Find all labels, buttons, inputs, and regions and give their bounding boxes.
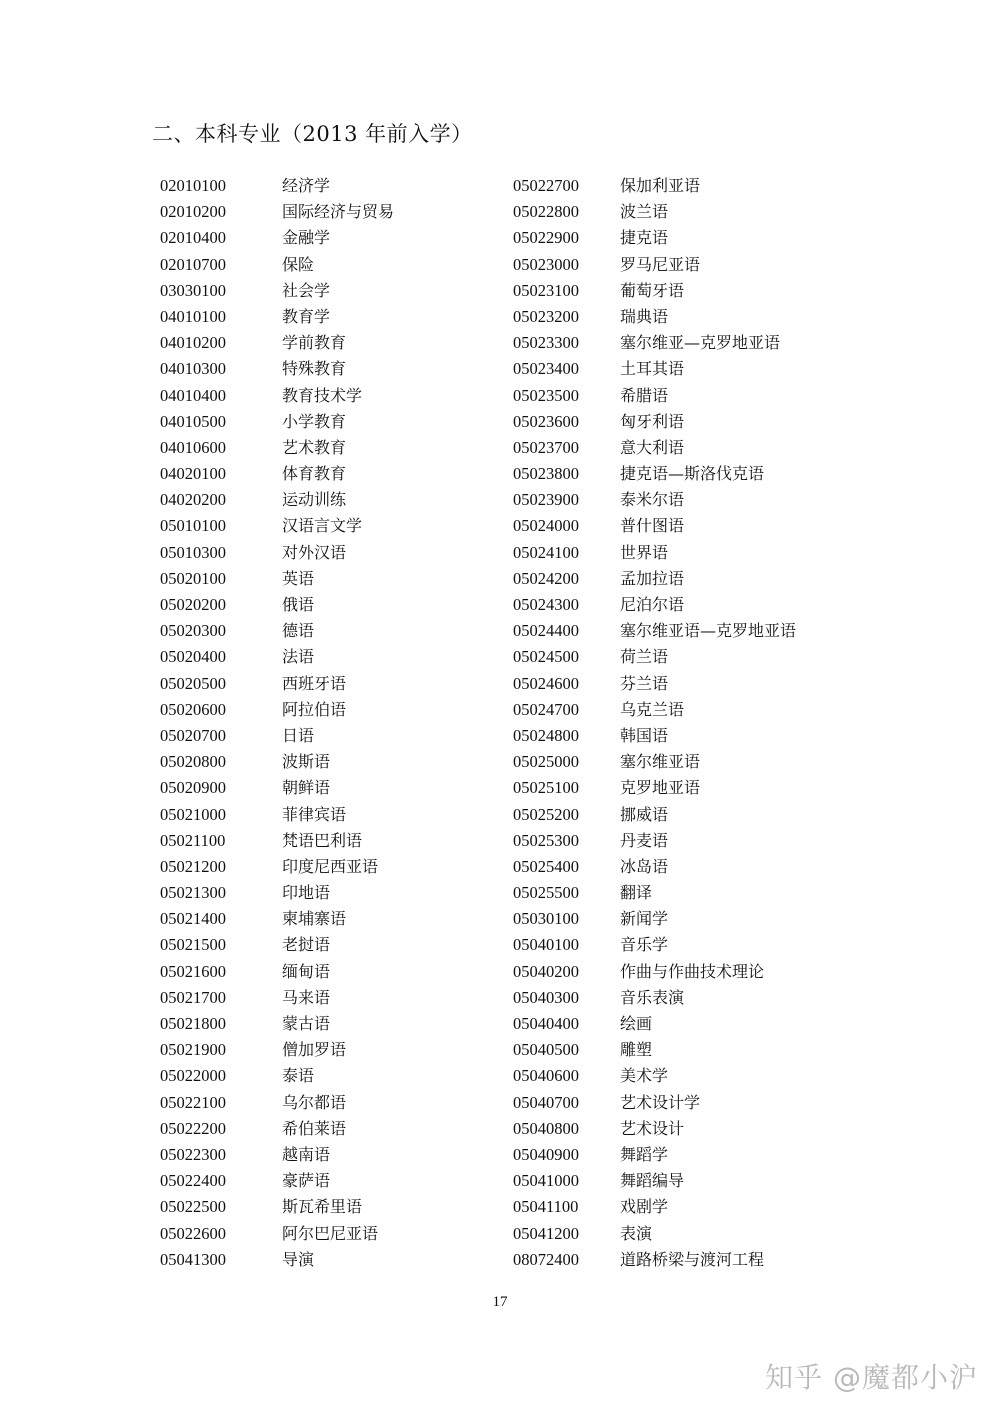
major-name: 塞尔维亚语 xyxy=(620,752,701,772)
major-name: 雕塑 xyxy=(620,1040,653,1060)
major-row xyxy=(513,828,893,854)
major-row xyxy=(160,697,540,723)
major-code: 05025300 xyxy=(513,830,579,850)
major-name: 梵语巴利语 xyxy=(282,830,363,850)
major-name: 世界语 xyxy=(620,542,669,562)
major-name: 塞尔维亚语—克罗地亚语 xyxy=(620,621,797,641)
major-code: 05021000 xyxy=(160,804,226,824)
major-code: 08072400 xyxy=(513,1249,579,1269)
page-number: 17 xyxy=(492,1294,508,1310)
major-code: 05023200 xyxy=(513,306,579,326)
major-code: 05024100 xyxy=(513,542,579,562)
major-code: 05025100 xyxy=(513,778,579,798)
major-code: 05041100 xyxy=(513,1197,579,1217)
major-name: 道路桥梁与渡河工程 xyxy=(620,1249,765,1269)
major-code: 05041000 xyxy=(513,1171,579,1191)
major-row xyxy=(513,540,893,566)
major-code: 04020100 xyxy=(160,464,226,484)
major-row xyxy=(160,906,540,932)
major-name: 社会学 xyxy=(282,280,331,300)
major-row xyxy=(160,828,540,854)
major-code: 02010100 xyxy=(160,176,226,195)
major-row xyxy=(513,618,893,644)
major-row xyxy=(160,409,540,435)
major-name: 作曲与作曲技术理论 xyxy=(620,961,765,981)
major-code: 05022900 xyxy=(513,228,579,248)
major-row xyxy=(160,278,540,304)
major-code: 05022700 xyxy=(513,176,579,195)
major-row xyxy=(513,932,893,958)
major-row xyxy=(513,173,893,199)
major-row xyxy=(160,383,540,409)
major-name: 冰岛语 xyxy=(620,856,669,876)
major-name: 希伯莱语 xyxy=(282,1118,347,1138)
major-name: 泰语 xyxy=(282,1066,315,1086)
major-row xyxy=(513,225,893,251)
major-name: 印度尼西亚语 xyxy=(282,856,379,876)
major-row xyxy=(160,304,540,330)
major-code: 05040900 xyxy=(513,1144,579,1164)
major-name: 孟加拉语 xyxy=(620,568,685,588)
major-code: 05023700 xyxy=(513,437,579,457)
major-name: 捷克语—斯洛伐克语 xyxy=(620,464,765,484)
major-name: 汉语言文学 xyxy=(282,516,363,536)
major-code: 04010200 xyxy=(160,333,226,353)
major-row xyxy=(160,330,540,356)
major-row xyxy=(160,487,540,513)
major-row xyxy=(160,540,540,566)
major-name: 斯瓦希里语 xyxy=(282,1197,363,1217)
major-name: 朝鲜语 xyxy=(282,778,331,798)
major-name: 金融学 xyxy=(282,228,331,248)
major-code: 05024000 xyxy=(513,516,579,536)
major-row xyxy=(160,723,540,749)
major-row xyxy=(513,383,893,409)
major-name: 阿尔巴尼亚语 xyxy=(282,1223,379,1243)
major-name: 波斯语 xyxy=(282,752,331,772)
major-name: 保险 xyxy=(282,254,315,274)
major-code: 05023600 xyxy=(513,411,579,431)
major-code: 05021700 xyxy=(160,987,226,1007)
major-name: 导演 xyxy=(282,1249,315,1269)
major-name: 豪萨语 xyxy=(282,1171,331,1191)
major-row xyxy=(160,252,540,278)
major-name: 艺术设计 xyxy=(620,1118,685,1138)
major-row xyxy=(513,513,893,539)
major-row xyxy=(160,356,540,382)
major-row xyxy=(160,1090,540,1116)
major-row xyxy=(513,356,893,382)
major-name: 绘画 xyxy=(620,1014,653,1033)
major-row xyxy=(160,880,540,906)
major-name: 挪威语 xyxy=(620,804,669,824)
major-code: 05020800 xyxy=(160,752,226,772)
major-row xyxy=(513,330,893,356)
major-code: 02010200 xyxy=(160,202,226,222)
major-name: 运动训练 xyxy=(282,490,347,510)
major-code: 04010300 xyxy=(160,359,226,379)
major-name: 越南语 xyxy=(282,1144,331,1164)
major-name: 学前教育 xyxy=(282,333,347,353)
major-code: 05041300 xyxy=(160,1249,226,1269)
major-code: 04020200 xyxy=(160,490,226,510)
major-code: 05022300 xyxy=(160,1144,226,1164)
major-row xyxy=(513,723,893,749)
major-code: 05021600 xyxy=(160,961,226,981)
major-code: 05020400 xyxy=(160,647,226,667)
major-name: 教育学 xyxy=(282,306,331,326)
major-name: 表演 xyxy=(620,1223,653,1243)
major-code: 05023800 xyxy=(513,464,579,484)
major-row xyxy=(513,199,893,225)
major-row xyxy=(160,1011,540,1037)
major-code: 04010400 xyxy=(160,385,226,405)
major-row xyxy=(160,173,540,199)
major-code: 05021400 xyxy=(160,909,226,929)
major-row xyxy=(513,1247,893,1273)
major-code: 04010500 xyxy=(160,411,226,431)
major-name: 捷克语 xyxy=(620,228,669,248)
major-code: 05020600 xyxy=(160,699,226,719)
major-row xyxy=(513,435,893,461)
major-row xyxy=(513,1037,893,1063)
major-row xyxy=(160,1063,540,1089)
major-row xyxy=(160,854,540,880)
major-name: 戏剧学 xyxy=(620,1197,669,1217)
major-code: 05040600 xyxy=(513,1066,579,1086)
major-name: 俄语 xyxy=(282,595,315,614)
major-name: 新闻学 xyxy=(620,909,669,929)
major-name: 波兰语 xyxy=(620,202,669,222)
major-code: 05024800 xyxy=(513,725,579,745)
major-name: 意大利语 xyxy=(620,437,685,457)
major-name: 塞尔维亚—克罗地亚语 xyxy=(620,333,781,353)
major-code: 05024600 xyxy=(513,673,579,693)
major-code: 05020500 xyxy=(160,673,226,693)
major-code: 05020100 xyxy=(160,568,226,588)
major-code: 05025500 xyxy=(513,883,579,903)
major-name: 土耳其语 xyxy=(620,359,685,379)
major-row xyxy=(160,513,540,539)
major-row xyxy=(513,775,893,801)
major-row xyxy=(160,618,540,644)
major-row xyxy=(513,461,893,487)
major-code: 05023000 xyxy=(513,254,579,274)
major-row xyxy=(160,775,540,801)
major-row xyxy=(160,802,540,828)
major-name: 芬兰语 xyxy=(620,673,669,693)
major-row xyxy=(160,566,540,592)
major-code: 03030100 xyxy=(160,280,226,300)
major-code: 05020700 xyxy=(160,725,226,745)
major-code: 05021300 xyxy=(160,883,226,903)
major-name: 老挝语 xyxy=(282,935,331,955)
major-row xyxy=(160,959,540,985)
major-code: 05023300 xyxy=(513,333,579,353)
major-name: 舞蹈编导 xyxy=(620,1171,685,1191)
major-row xyxy=(513,671,893,697)
major-code: 04010600 xyxy=(160,437,226,457)
major-name: 音乐学 xyxy=(620,935,669,955)
major-code: 05040800 xyxy=(513,1118,579,1138)
section-heading: 二、本科专业（2013 年前入学） xyxy=(152,122,473,146)
major-row xyxy=(513,644,893,670)
major-name: 克罗地亚语 xyxy=(620,778,701,798)
major-name: 普什图语 xyxy=(620,516,685,536)
major-code: 05010300 xyxy=(160,542,226,562)
major-row xyxy=(513,1168,893,1194)
major-code: 05024700 xyxy=(513,699,579,719)
major-code: 02010700 xyxy=(160,254,226,274)
major-row xyxy=(513,985,893,1011)
major-name: 舞蹈学 xyxy=(620,1144,669,1164)
major-code: 05022500 xyxy=(160,1197,226,1217)
major-code: 05023900 xyxy=(513,490,579,510)
major-name: 僧加罗语 xyxy=(282,1040,347,1060)
major-row xyxy=(160,199,540,225)
major-code: 05023500 xyxy=(513,385,579,405)
major-code: 05020900 xyxy=(160,778,226,798)
major-name: 乌尔都语 xyxy=(282,1092,347,1112)
major-code: 05021500 xyxy=(160,935,226,955)
major-code: 05024200 xyxy=(513,568,579,588)
major-code: 05040300 xyxy=(513,987,579,1007)
major-code: 05022000 xyxy=(160,1066,226,1086)
major-code: 05024300 xyxy=(513,595,579,614)
major-code: 05020300 xyxy=(160,621,226,641)
major-code: 05025000 xyxy=(513,752,579,772)
major-code: 05025200 xyxy=(513,804,579,824)
major-name: 保加利亚语 xyxy=(620,176,701,195)
major-code: 05021200 xyxy=(160,856,226,876)
major-name: 翻译 xyxy=(620,883,653,903)
major-name: 丹麦语 xyxy=(620,830,669,850)
major-row xyxy=(160,1247,540,1273)
major-code: 05021900 xyxy=(160,1040,226,1060)
major-code: 04010100 xyxy=(160,306,226,326)
major-name: 德语 xyxy=(282,621,315,641)
major-name: 阿拉伯语 xyxy=(282,699,347,719)
major-row xyxy=(513,592,893,618)
major-code: 05040400 xyxy=(513,1014,579,1033)
major-row xyxy=(513,252,893,278)
major-name: 瑞典语 xyxy=(620,306,669,326)
major-row xyxy=(513,854,893,880)
major-name: 菲律宾语 xyxy=(282,804,347,824)
major-name: 葡萄牙语 xyxy=(620,280,685,300)
major-row xyxy=(160,435,540,461)
major-name: 匈牙利语 xyxy=(620,411,685,431)
major-row xyxy=(160,644,540,670)
major-row xyxy=(513,487,893,513)
major-name: 印地语 xyxy=(282,883,331,903)
major-code: 05023400 xyxy=(513,359,579,379)
major-row xyxy=(160,1168,540,1194)
major-name: 乌克兰语 xyxy=(620,699,685,719)
major-row xyxy=(513,880,893,906)
major-code: 05024400 xyxy=(513,621,579,641)
major-name: 尼泊尔语 xyxy=(620,595,685,614)
major-row xyxy=(513,1090,893,1116)
major-code: 05041200 xyxy=(513,1223,579,1243)
major-row xyxy=(513,1011,893,1037)
major-name: 蒙古语 xyxy=(282,1014,331,1033)
major-row xyxy=(160,749,540,775)
major-name: 日语 xyxy=(282,725,315,745)
major-code: 05022100 xyxy=(160,1092,226,1112)
major-name: 西班牙语 xyxy=(282,673,347,693)
major-name: 法语 xyxy=(282,647,315,667)
major-name: 马来语 xyxy=(282,987,331,1007)
major-list-right xyxy=(513,173,893,1273)
major-code: 05025400 xyxy=(513,856,579,876)
major-code: 05024500 xyxy=(513,647,579,667)
major-row xyxy=(160,461,540,487)
major-row xyxy=(513,802,893,828)
major-code: 05040500 xyxy=(513,1040,579,1060)
major-row xyxy=(513,409,893,435)
major-code: 05022200 xyxy=(160,1118,226,1138)
major-row xyxy=(513,1221,893,1247)
major-row xyxy=(513,906,893,932)
major-code: 05023100 xyxy=(513,280,579,300)
major-row xyxy=(513,566,893,592)
major-name: 韩国语 xyxy=(620,725,669,745)
major-row xyxy=(160,932,540,958)
zhihu-watermark: 知乎 @魔都小沪 xyxy=(765,1361,978,1394)
major-row xyxy=(513,1063,893,1089)
major-name: 艺术教育 xyxy=(282,437,347,457)
major-row xyxy=(160,985,540,1011)
major-name: 教育技术学 xyxy=(282,385,363,405)
major-row xyxy=(513,304,893,330)
major-row xyxy=(513,749,893,775)
major-row xyxy=(160,1221,540,1247)
major-row xyxy=(160,1037,540,1063)
major-name: 希腊语 xyxy=(620,385,669,405)
major-name: 罗马尼亚语 xyxy=(620,254,701,274)
major-row xyxy=(513,959,893,985)
major-name: 泰米尔语 xyxy=(620,490,685,510)
major-name: 国际经济与贸易 xyxy=(282,202,395,222)
major-row xyxy=(160,592,540,618)
major-name: 缅甸语 xyxy=(282,961,331,981)
major-name: 艺术设计学 xyxy=(620,1092,701,1112)
major-name: 特殊教育 xyxy=(282,359,347,379)
major-name: 体育教育 xyxy=(282,464,347,484)
major-name: 英语 xyxy=(282,568,315,588)
major-row xyxy=(513,1142,893,1168)
major-name: 美术学 xyxy=(620,1066,669,1086)
major-row xyxy=(160,1194,540,1220)
major-row xyxy=(513,697,893,723)
major-code: 05030100 xyxy=(513,909,579,929)
major-name: 小学教育 xyxy=(282,411,347,431)
major-code: 05040100 xyxy=(513,935,579,955)
major-name: 荷兰语 xyxy=(620,647,669,667)
major-row xyxy=(160,225,540,251)
major-row xyxy=(160,671,540,697)
major-row xyxy=(513,1194,893,1220)
major-code: 05010100 xyxy=(160,516,226,536)
major-code: 05020200 xyxy=(160,595,226,614)
major-code: 05022800 xyxy=(513,202,579,222)
major-code: 05021100 xyxy=(160,830,226,850)
major-name: 柬埔寨语 xyxy=(282,909,347,929)
major-name: 音乐表演 xyxy=(620,987,685,1007)
major-row xyxy=(513,1116,893,1142)
major-row xyxy=(160,1142,540,1168)
major-code: 05022600 xyxy=(160,1223,226,1243)
major-code: 05021800 xyxy=(160,1014,226,1033)
major-name: 对外汉语 xyxy=(282,542,347,562)
major-row xyxy=(160,1116,540,1142)
major-code: 05040700 xyxy=(513,1092,579,1112)
major-row xyxy=(513,278,893,304)
major-code: 05040200 xyxy=(513,961,579,981)
major-code: 05022400 xyxy=(160,1171,226,1191)
major-name: 经济学 xyxy=(282,176,331,195)
major-list-left xyxy=(160,173,540,1273)
major-code: 02010400 xyxy=(160,228,226,248)
